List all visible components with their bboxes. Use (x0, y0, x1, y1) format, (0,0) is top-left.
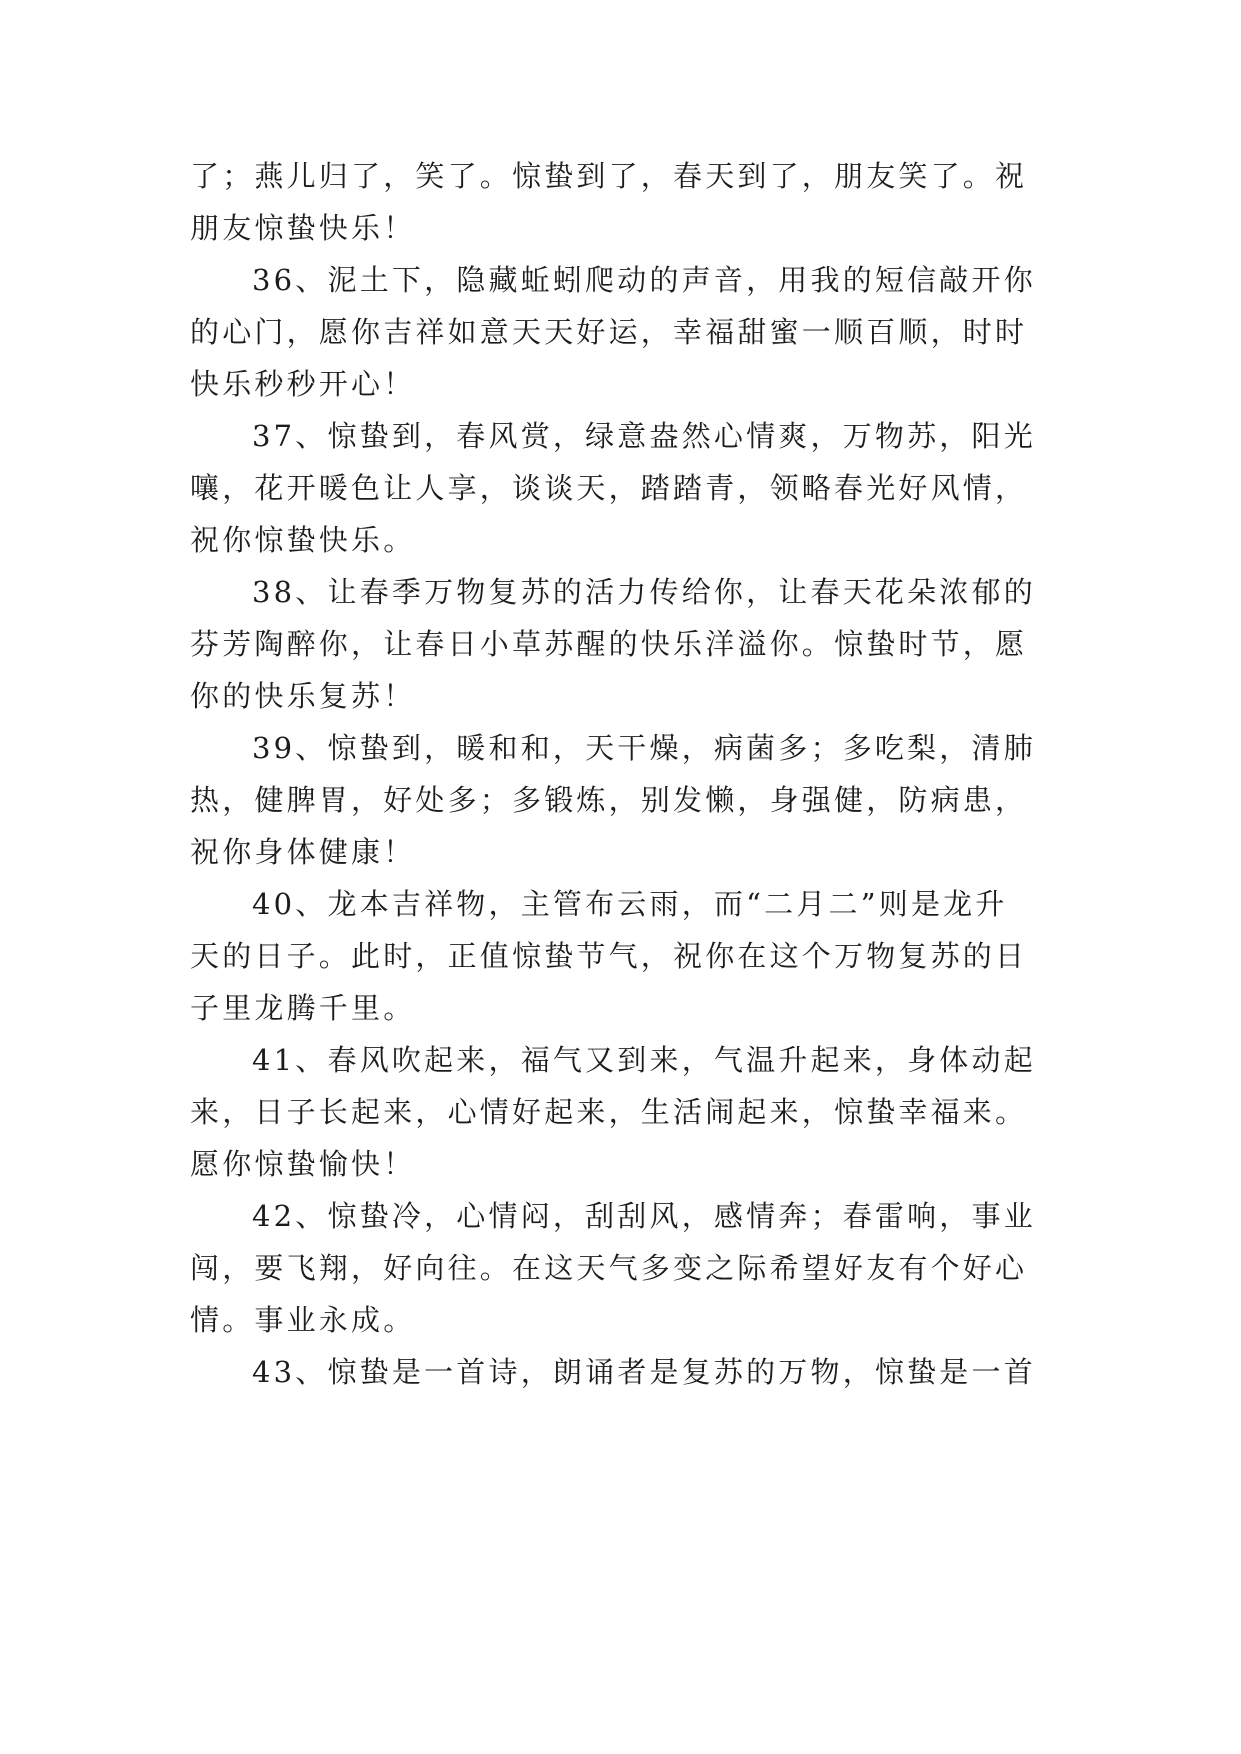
text-line: 情。事业永成。 (190, 1303, 416, 1337)
text-line: 芬芳陶醉你，让春日小草苏醒的快乐洋溢你。惊蛰时节，愿 (190, 627, 1028, 661)
text-line: 来，日子长起来，心情好起来，生活闹起来，惊蛰幸福来。 (190, 1095, 1028, 1129)
entry-37-first-line: 37、惊蛰到，春风赏，绿意盎然心情爽，万物苏，阳光 (252, 419, 1036, 453)
entry-39-first-line: 39、惊蛰到，暖和和，天干燥，病菌多；多吃梨，清肺 (252, 731, 1036, 765)
text-line: 快乐秒秒开心！ (190, 367, 416, 401)
entry-43-first-line: 43、惊蛰是一首诗，朗诵者是复苏的万物，惊蛰是一首 (252, 1355, 1036, 1389)
text-line: 你的快乐复苏！ (190, 679, 416, 713)
text-line: 热，健脾胃，好处多；多锻炼，别发懒，身强健，防病患， (190, 783, 1028, 817)
text-line: 祝你身体健康！ (190, 835, 416, 869)
text-line: 祝你惊蛰快乐。 (190, 523, 416, 557)
entry-36-first-line: 36、泥土下，隐藏蚯蚓爬动的声音，用我的短信敲开你 (252, 263, 1036, 297)
text-line: 愿你惊蛰愉快！ (190, 1147, 416, 1181)
text-line: 嚷，花开暖色让人享，谈谈天，踏踏青，领略春光好风情， (190, 471, 1028, 505)
text-line: 天的日子。此时，正值惊蛰节气，祝你在这个万物复苏的日 (190, 939, 1028, 973)
text-line: 了；燕儿归了，笑了。惊蛰到了，春天到了，朋友笑了。祝 (190, 159, 1028, 193)
text-line: 闯，要飞翔，好向往。在这天气多变之际希望好友有个好心 (190, 1251, 1028, 1285)
text-line: 子里龙腾千里。 (190, 991, 416, 1025)
entry-41-first-line: 41、春风吹起来，福气又到来，气温升起来，身体动起 (252, 1043, 1036, 1077)
text-line: 的心门，愿你吉祥如意天天好运，幸福甜蜜一顺百顺，时时 (190, 315, 1028, 349)
text-line: 朋友惊蛰快乐！ (190, 211, 416, 245)
entry-38-first-line: 38、让春季万物复苏的活力传给你，让春天花朵浓郁的 (252, 575, 1036, 609)
entry-42-first-line: 42、惊蛰冷，心情闷，刮刮风，感情奔；春雷响，事业 (252, 1199, 1036, 1233)
entry-40-first-line: 40、龙本吉祥物，主管布云雨，而“二月二”则是龙升 (252, 887, 1008, 921)
